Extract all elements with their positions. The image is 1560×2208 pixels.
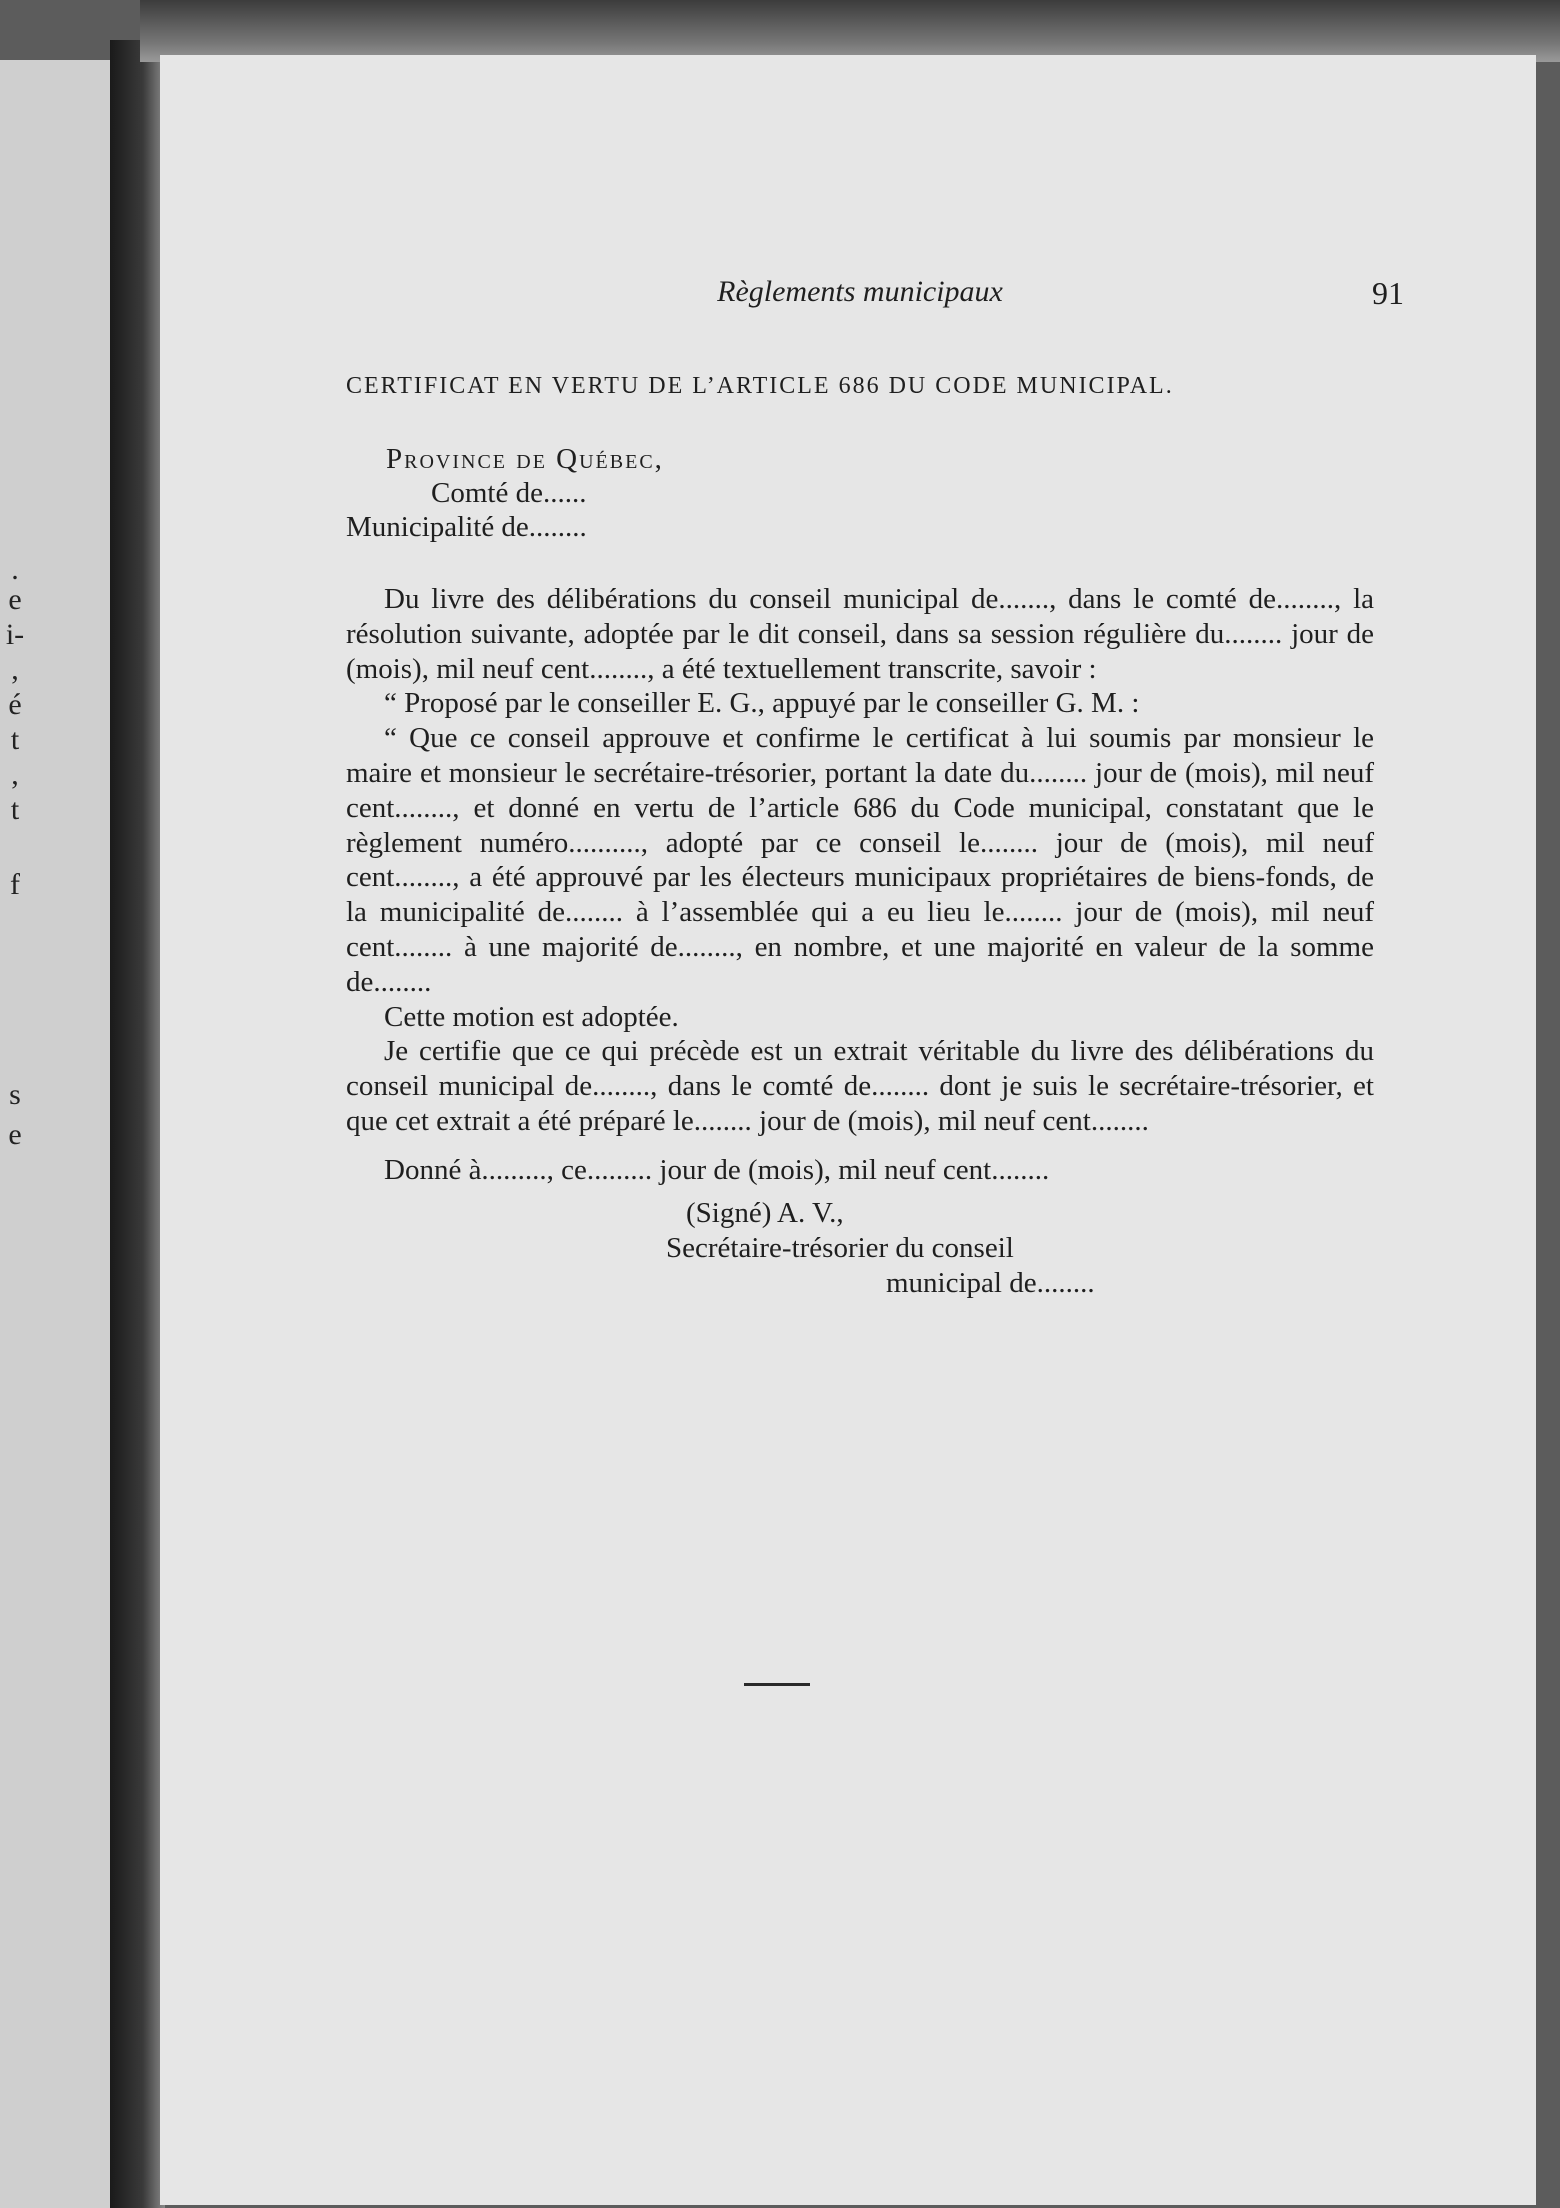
paragraph: “ Que ce conseil approuve et confirme le certificat à lui soumis par monsieur le maire et monsieur le secrétaire-trésorier, portant la date du........ jour de (mois), mil neuf cent........, et donné en vertu de l’article 686 du Code municipal, constatant que le règlement numéro.........., adopté par ce conseil le........ jour de (mois), mil neuf cent........, a été approuvé par les électeurs municipaux propriétaires de biens-fonds, de la municipalité de........ à l’assemblée qui a eu lieu le........ jour de (mois), mil neuf cent........ à une majorité de........, en nombre, et une majorité en valeur de la somme de........ [346,722,1374,998]
page-content [346,275,1404,1301]
page-number: 91 [1372,275,1404,311]
address-comte: Comté de...... [431,477,587,509]
paragraph: “ Proposé par le conseiller E. G., appuyé par le conseiller G. M. : [384,687,1140,720]
paragraph: Donné à........., ce......... jour de (mois), mil neuf cent........ [384,1153,1050,1186]
left-page-fragment: é [8,688,22,721]
certificate-body [346,582,1374,1188]
left-page-fragment: , [11,758,19,791]
book-spine [110,40,165,2208]
left-page-fragment: , [11,653,19,686]
left-page-edge [0,60,110,2208]
running-title: Règlements municipaux [717,275,1003,308]
address-municipalite: Municipalité de........ [346,511,587,543]
left-page-fragment: e [8,583,22,616]
address-block [346,442,1374,544]
book-top-edge [140,0,1560,62]
left-page-fragment: i- [5,618,25,651]
book-page [160,55,1536,2205]
signature-title-line2: municipal de........ [886,1266,1095,1299]
paragraph: Du livre des délibérations du conseil municipal de......., dans le comté de........, la résolution suivante, adoptée par le dit conseil, dans sa session régulière du........ jour de (mois), mil neuf cent........, a été textuellement transcrite, savoir : [346,583,1374,685]
left-page-fragment: f [10,868,20,901]
address-province: Province de Québec, [386,443,664,475]
certificate-title: CERTIFICAT EN VERTU DE L’ARTICLE 686 DU CODE MUNICIPAL. [346,373,1174,399]
end-rule [744,1683,810,1686]
signature-title-line1: Secrétaire-trésorier du conseil [666,1231,1014,1264]
left-page-fragment: s [9,1078,21,1111]
left-page-fragment: . [11,553,19,586]
signature-block [346,1196,1374,1301]
paragraph: Je certifie que ce qui précède est un extrait véritable du livre des délibérations du conseil municipal de........, dans le comté de........ dont je suis le secrétaire-trésorier, et que cet extrait a été préparé le........ jour de (mois), mil neuf cent........ [346,1035,1374,1137]
left-page-fragment: e [8,1118,22,1151]
signature-signed: (Signé) A. V., [686,1196,844,1229]
paragraph: Cette motion est adoptée. [384,1000,679,1033]
left-page-fragment: t [10,793,20,826]
left-page-fragment: t [10,723,20,756]
running-head [346,275,1404,325]
